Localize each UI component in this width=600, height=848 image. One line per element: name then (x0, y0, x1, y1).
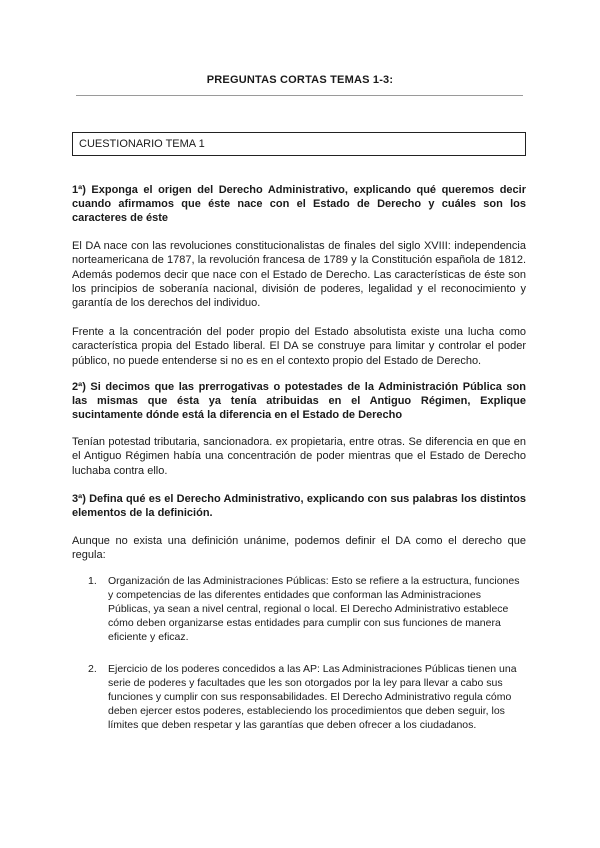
answer-1-paragraph-2: Frente a la concentración del poder propio del Estado absolutista existe una lucha como característica propia del Estado liberal. El DA se construye para limitar y controlar el poder público, no puede entenderse si no es en el contexto propio del Estado de Derecho. (72, 326, 526, 367)
title-divider (76, 95, 523, 96)
list-item-number: 1. (88, 575, 97, 587)
document-title: PREGUNTAS CORTAS TEMAS 1-3: (206, 74, 394, 86)
list-item-text: Organización de las Administraciones Públicas: Esto se refiere a la estructura, funciones y competencias de las diferentes entidades que conforman las Administraciones Públicas, ya sean a nivel central, regional o local. El Derecho Administrativo establece cómo deben organizarse estas entidades para cumplir con sus funciones de manera eficiente y eficaz. (108, 575, 520, 643)
list-item (88, 662, 526, 732)
question-1: 1ª) Exponga el origen del Derecho Administrativo, explicando qué queremos decir cuando afirmamos que éste nace con el Estado de Derecho y cuáles son los caracteres de éste (72, 184, 526, 224)
answer-3-paragraph-1: Aunque no exista una definición unánime, podemos definir el DA como el derecho que regula: (72, 535, 526, 562)
answer-1-paragraph-1: El DA nace con las revoluciones constitucionalistas de finales del siglo XVIII: independencia norteamericana de 1787, la revolución francesa de 1789 y la Constitución española de 1812. Además podemos decir que nace con el Estado de Derecho. Las características de éste son los principios de soberanía nacional, división de poderes, legalidad y el reconocimiento y garantía de los derechos del individuo. (72, 240, 526, 310)
section-box: CUESTIONARIO TEMA 1 (72, 132, 526, 156)
answer-2-paragraph-1: Tenían potestad tributaria, sancionadora. ex propietaria, entre otras. Se diferencia en que en el Antiguo Régimen había una concentración de poder mientras que el Estado de Derecho luchaba contra ello. (72, 436, 526, 477)
question-2: 2ª) Si decimos que las prerrogativas o potestades de la Administración Pública son las mismas que ésta ya tenía atribuidas en el Antiguo Régimen, Explique sucintamente dónde está la diferencia en el Estado de Derecho (72, 381, 526, 421)
list-item-number: 2. (88, 663, 97, 675)
list-item-text: Ejercicio de los poderes concedidos a las AP: Las Administraciones Públicas tienen una serie de poderes y facultades que les son otorgados por la ley para llevar a cabo sus funciones y cumplir con sus responsabilidades. El Derecho Administrativo regula cómo deben ejercer estos poderes, estableciendo los procedimientos que deben seguir, los límites que deben respetar y las garantías que deben ofrecer a los ciudadanos. (108, 663, 517, 731)
list-item (88, 574, 526, 644)
question-3: 3ª) Defina qué es el Derecho Administrativo, explicando con sus palabras los distintos elementos de la definición. (72, 493, 526, 519)
